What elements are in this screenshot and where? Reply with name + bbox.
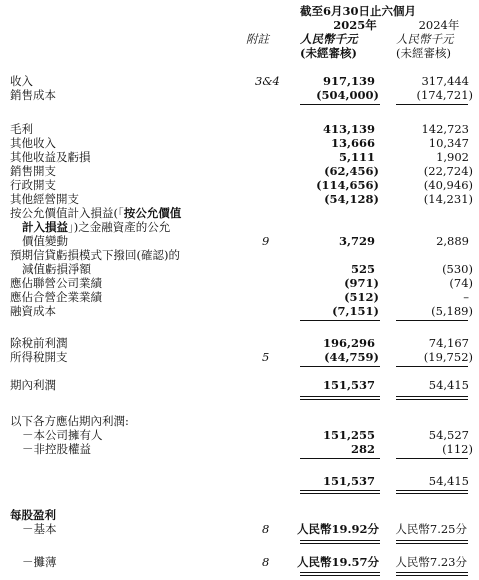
rule (300, 572, 380, 573)
eps-diluted-2024-prefix: 人民幣 (395, 555, 430, 569)
nci-2024: (112) (442, 442, 473, 456)
period-heading: 截至6月30日止六個月 (300, 4, 417, 18)
fvtpl-2025: 3,729 (338, 234, 375, 248)
rule (300, 399, 380, 400)
owners-2025: 151,255 (322, 428, 375, 442)
selling-expenses-2024: (22,724) (423, 164, 473, 178)
fvtpl-label-line1-a: 按公允價值計入損益(「 (10, 206, 124, 220)
ecl-label-line1: 預期信貸虧損模式下撥回(確認)的 (10, 248, 180, 262)
pbt-2024: 74,167 (428, 336, 469, 350)
rule (396, 490, 468, 491)
rule (300, 540, 380, 541)
revenue-label: 收入 (10, 74, 33, 88)
eps-diluted-2024 (395, 555, 467, 569)
owners-2024: 54,527 (428, 428, 469, 442)
attributable-heading: 以下各方應佔期內利潤: (10, 414, 129, 428)
unit-2025-heading: 人民幣千元 (300, 32, 358, 46)
year-2024-heading: 2024年 (418, 18, 460, 32)
note-column-heading: 附註 (246, 32, 269, 46)
associates-label: 應佔聯營公司業績 (10, 276, 102, 290)
pbt-2025: 196,296 (322, 336, 375, 350)
revenue-2025: 917,139 (322, 74, 375, 88)
fvtpl-label-line3: 價值變動 (22, 234, 68, 248)
eps-basic-2025-value: 19.92分 (331, 522, 379, 536)
associates-2025: (971) (344, 276, 379, 290)
cost-of-sales-2024: (174,721) (416, 88, 473, 102)
eps-diluted-label: －攤薄 (22, 555, 57, 569)
admin-expenses-label: 行政開支 (10, 178, 56, 192)
eps-diluted-2025-value: 19.57分 (331, 555, 379, 569)
year-2025-heading: 2025年 (333, 18, 377, 32)
rule (396, 396, 468, 397)
eps-diluted-2025 (297, 555, 379, 569)
cost-of-sales-2025: (504,000) (316, 88, 379, 102)
profit-label: 期內利潤 (10, 378, 56, 392)
finance-costs-2024: (5,189) (431, 304, 473, 318)
tax-note: 5 (262, 350, 270, 364)
rule (396, 543, 468, 544)
rule (300, 490, 380, 491)
associates-2024: (74) (449, 276, 473, 290)
owners-label: －本公司擁有人 (22, 428, 103, 442)
other-operating-expenses-2025: (54,128) (324, 192, 379, 206)
other-gains-2024: 1,902 (436, 150, 469, 164)
pbt-label: 除稅前利潤 (10, 336, 68, 350)
fvtpl-label-line2 (22, 220, 170, 234)
rule (300, 493, 380, 494)
jv-label: 應佔合營企業業績 (10, 290, 102, 304)
eps-heading: 每股盈利 (10, 508, 56, 522)
eps-basic-label: －基本 (22, 522, 57, 536)
audit-2025-heading: (未經審核) (300, 46, 357, 60)
rule (300, 320, 380, 321)
eps-basic-2025-prefix: 人民幣 (296, 522, 332, 536)
finance-costs-2025: (7,151) (332, 304, 379, 318)
jv-2024: – (463, 290, 469, 304)
rule (396, 320, 468, 321)
rule (396, 575, 468, 576)
eps-basic-2025 (297, 522, 379, 536)
other-operating-expenses-label: 其他經營開支 (10, 192, 79, 206)
fvtpl-note: 9 (262, 234, 270, 248)
rule (396, 104, 468, 105)
other-gains-2025: 5,111 (338, 150, 375, 164)
profit-2024: 54,415 (428, 378, 469, 392)
rule (300, 366, 380, 367)
rule (396, 458, 468, 459)
fvtpl-2024: 2,889 (436, 234, 469, 248)
other-income-2025: 13,666 (330, 136, 375, 150)
eps-basic-note: 8 (262, 522, 270, 536)
eps-diluted-2024-value: 7.23分 (429, 555, 467, 569)
fvtpl-label-line2-a: 計入損益 (22, 220, 68, 234)
other-operating-expenses-2024: (14,231) (423, 192, 473, 206)
fvtpl-label-line2-b: 」)之金融資產的公允 (68, 220, 171, 234)
rule (300, 104, 380, 105)
unit-2024-heading: 人民幣千元 (396, 32, 454, 46)
jv-2025: (512) (344, 290, 379, 304)
eps-basic-2024-prefix: 人民幣 (395, 522, 430, 536)
rule (396, 493, 468, 494)
revenue-note: 3&4 (255, 74, 280, 88)
eps-diluted-note: 8 (262, 555, 270, 569)
rule (396, 366, 468, 367)
rule (396, 399, 468, 400)
tax-2025: (44,759) (324, 350, 379, 364)
finance-costs-label: 融資成本 (10, 304, 56, 318)
ecl-label-line2: 減值虧損淨額 (22, 262, 91, 276)
other-gains-label: 其他收益及虧損 (10, 150, 91, 164)
admin-expenses-2025: (114,656) (316, 178, 379, 192)
rule (300, 543, 380, 544)
attributable-total-2025: 151,537 (322, 474, 375, 488)
other-income-2024: 10,347 (428, 136, 469, 150)
gross-profit-2024: 142,723 (421, 122, 469, 136)
rule (300, 458, 380, 459)
attributable-total-2024: 54,415 (428, 474, 469, 488)
gross-profit-label: 毛利 (10, 122, 33, 136)
eps-basic-2024-value: 7.25分 (429, 522, 467, 536)
audit-2024-heading: (未經審核) (396, 46, 451, 60)
eps-basic-2024 (395, 522, 467, 536)
fvtpl-label-line1 (10, 206, 181, 220)
rule (396, 540, 468, 541)
rule (396, 572, 468, 573)
revenue-2024: 317,444 (421, 74, 469, 88)
fvtpl-label-line1-b: 按公允價值 (123, 206, 182, 220)
rule (300, 575, 380, 576)
selling-expenses-label: 銷售開支 (10, 164, 56, 178)
ecl-2025: 525 (350, 262, 375, 276)
nci-label: －非控股權益 (22, 442, 91, 456)
tax-label: 所得稅開支 (10, 350, 68, 364)
selling-expenses-2025: (62,456) (324, 164, 379, 178)
cost-of-sales-label: 銷售成本 (10, 88, 56, 102)
rule (300, 396, 380, 397)
other-income-label: 其他收入 (10, 136, 56, 150)
profit-2025: 151,537 (322, 378, 375, 392)
ecl-2024: (530) (442, 262, 473, 276)
nci-2025: 282 (350, 442, 375, 456)
admin-expenses-2024: (40,946) (423, 178, 473, 192)
eps-diluted-2025-prefix: 人民幣 (296, 555, 332, 569)
tax-2024: (19,752) (423, 350, 473, 364)
gross-profit-2025: 413,139 (322, 122, 375, 136)
